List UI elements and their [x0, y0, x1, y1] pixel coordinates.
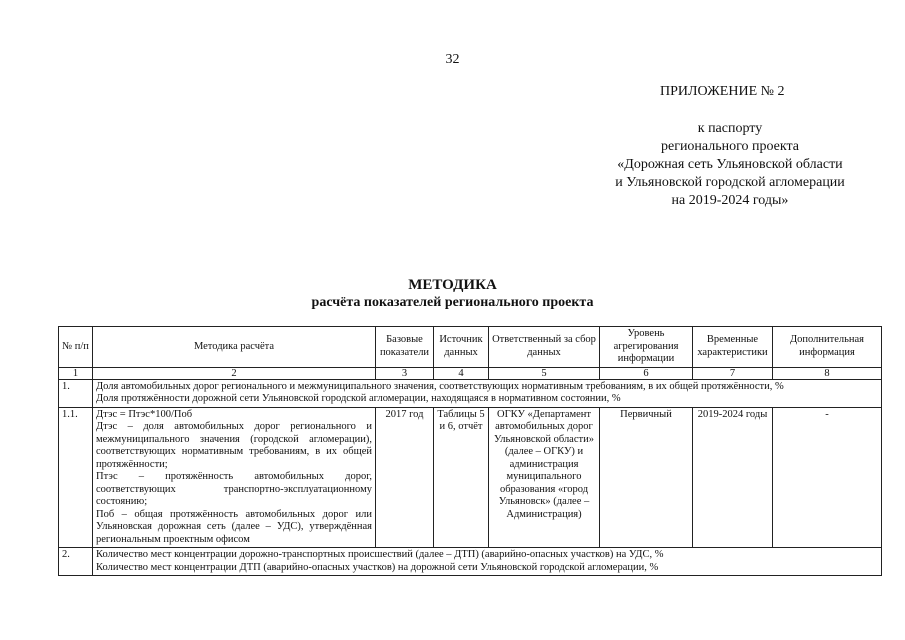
methodology-table	[58, 326, 882, 576]
column-number: 4	[434, 367, 489, 379]
passport-ref-line: на 2019-2024 годы»	[671, 193, 789, 208]
section-line: Количество мест концентрации дорожно-транспортных происшествий (далее – ДТП) (аварийно-опасных участков) на УДС, %	[96, 549, 664, 560]
base-cell: 2017 год	[376, 407, 434, 548]
table-header-row	[59, 327, 882, 368]
header-base: Базовые показатели	[376, 327, 434, 368]
section-line: Доля протяжённости дорожной сети Ульяновской городской агломерации, находящаяся в нормативном состоянии, %	[96, 393, 621, 404]
method-cell	[93, 407, 376, 548]
header-responsible: Ответственный за сбор данных	[489, 327, 600, 368]
document-title: МЕТОДИКА	[408, 277, 497, 293]
passport-reference	[600, 120, 860, 210]
formula-desc: Дтэс – доля автомобильных дорог регионального и межмуниципального значения (городской агломерации), соответствующих нормативным требованиям, в их общей протяжённости;	[96, 421, 372, 470]
header-method: Методика расчёта	[93, 327, 376, 368]
appendix-title: ПРИЛОЖЕНИЕ № 2	[660, 84, 785, 99]
section-line: Доля автомобильных дорог регионального и межмуниципального значения, соответствующих нормативным требованиям, в их общей протяжённости, %	[96, 380, 784, 392]
row-num: 1.1.	[59, 407, 93, 548]
formula: Дтэс = Птэс*100/Поб	[96, 408, 193, 420]
table-row-1-1	[59, 407, 882, 548]
time-cell: 2019-2024 годы	[693, 407, 773, 548]
section-title	[93, 379, 882, 407]
header-extra: Дополнительная информация	[773, 327, 882, 368]
formula-desc: Поб – общая протяжённость автомобильных дорог или Ульяновская дорожная сеть (далее – УДС), утверждённая региональным проектным офисом	[96, 508, 372, 545]
level-cell: Первичный	[600, 407, 693, 548]
column-number: 6	[600, 367, 693, 379]
document-heading	[0, 276, 905, 312]
column-number: 5	[489, 367, 600, 379]
passport-ref-line: и Ульяновской городской агломерации	[615, 175, 845, 190]
page-number: 32	[445, 52, 460, 67]
column-number: 1	[59, 367, 93, 379]
section-num: 2.	[59, 548, 93, 576]
header-time: Временные характеристики	[693, 327, 773, 368]
column-number-row	[59, 367, 882, 379]
responsible-cell: ОГКУ «Департамент автомобильных дорог Ульяновской области» (далее – ОГКУ) и администрация муниципального образования «город Ульяновск» (далее – Администрация)	[489, 407, 600, 548]
column-number: 7	[693, 367, 773, 379]
section-row-2	[59, 548, 882, 576]
section-line: Количество мест концентрации ДТП (аварийно-опасных участков) на дорожной сети Ульяновской городской агломерации, %	[96, 561, 659, 573]
column-number: 2	[93, 367, 376, 379]
header-num: № п/п	[59, 327, 93, 368]
passport-ref-line: к паспорту	[697, 121, 763, 136]
document-subtitle: расчёта показателей регионального проекта	[311, 295, 594, 310]
section-num: 1.	[59, 379, 93, 407]
header-source: Источник данных	[434, 327, 489, 368]
passport-ref-line: «Дорожная сеть Ульяновской области	[617, 157, 843, 172]
header-level: Уровень агрегирования информации	[600, 327, 693, 368]
column-number: 3	[376, 367, 434, 379]
formula-desc: Птэс – протяжённость автомобильных дорог, соответствующих транспортно-эксплуатационному состоянию;	[96, 471, 372, 507]
section-row-1	[59, 379, 882, 407]
column-number: 8	[773, 367, 882, 379]
section-title	[93, 548, 882, 576]
passport-ref-line: регионального проекта	[660, 139, 800, 154]
source-cell: Таблицы 5 и 6, отчёт	[434, 407, 489, 548]
extra-cell: -	[773, 407, 882, 548]
